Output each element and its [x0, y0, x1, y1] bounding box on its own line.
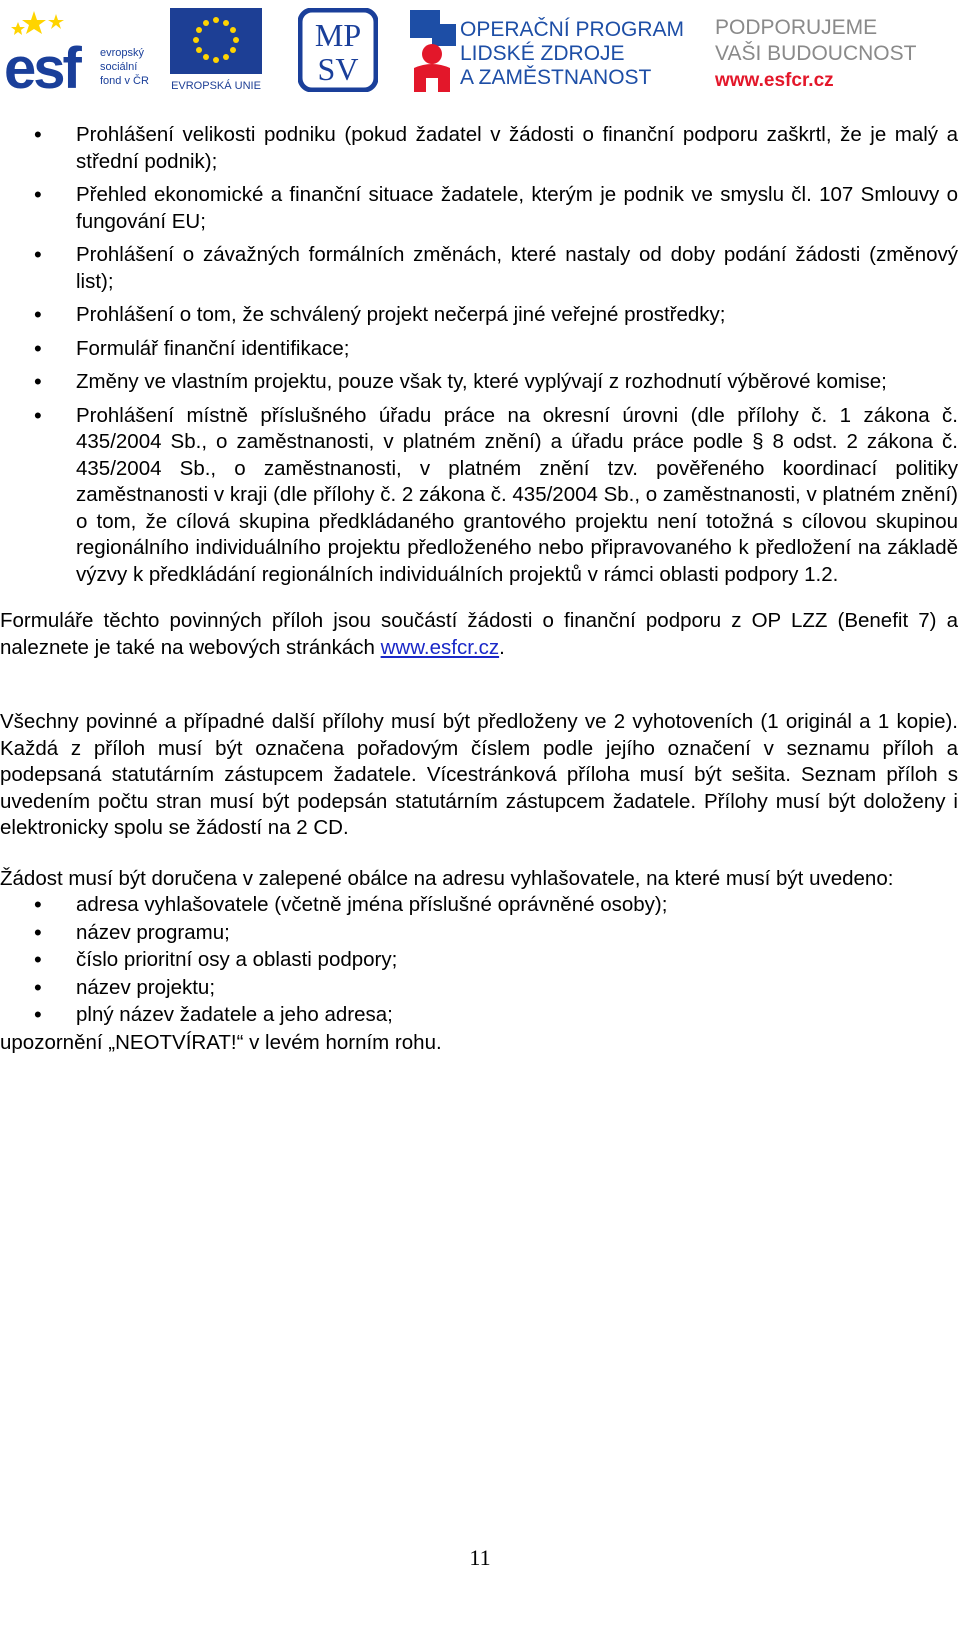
op-lzz-logo [410, 8, 690, 92]
list-item: • název projektu; [0, 975, 958, 1002]
support-line-1: PODPORUJEME [715, 16, 878, 39]
support-line-2: VAŠI BUDOUCNOST [715, 42, 917, 65]
esf-text-line-2: sociální [100, 61, 138, 73]
esfcr-link[interactable]: www.esfcr.cz [380, 635, 500, 659]
op-line-2: LIDSKÉ ZDROJE [460, 42, 625, 65]
list-item: • Prohlášení místně příslušného úřadu práce na okresní úrovni (dle přílohy č. 1 zákona č. 435/2004 Sb., o zaměstnanosti, v platném znění) a úřadu práce podle § 8 odst. 2 zákona č. 435/2004 Sb., o zaměstnanosti, v platném znění tzv. pověřeného koordinací politiky zaměstnanosti v kraji (dle přílohy č. 2 zákona č. 435/2004 Sb., o zaměstnanosti, v platném znění) o tom, že cílová skupina předkládaného grantového projektu není totožná s cílovou skupinou regionálního individuálního projektu předloženého nebo připravovaného k předložení na základě výzvy k předkládání regionálních individuálních projektů v rámci oblasti podpory 1.2. [0, 403, 958, 589]
esf-mark: esf [4, 36, 79, 92]
esf-text-line-3: fond v ČR [100, 75, 149, 87]
header-logo-strip [0, 0, 960, 100]
list-item: • Přehled ekonomické a finanční situace žadatele, kterým je podnik ve smyslu čl. 107 Smlouvy o fungování EU; [0, 182, 958, 235]
document-body [0, 122, 958, 1056]
eu-flag-logo [170, 8, 262, 92]
forms-paragraph [0, 608, 958, 661]
page-number: 11 [469, 1545, 491, 1570]
list-item: • adresa vyhlašovatele (včetně jména příslušné oprávněné osoby); [0, 892, 958, 919]
forms-paragraph-text: Formuláře těchto povinných příloh jsou součástí žádosti o finanční podporu z OP LZZ (Benefit 7) a naleznete je také na webových stránkách [0, 609, 958, 659]
warning-paragraph: upozornění „NEOTVÍRAT!“ v levém horním rohu. [0, 1030, 442, 1054]
list-item: • Změny ve vlastním projektu, pouze však ty, které vyplývají z rozhodnutí výběrové komise; [0, 369, 958, 396]
required-attachments-list [0, 122, 958, 588]
puzzle-person-icon [410, 10, 456, 92]
list-item: • číslo prioritní osy a oblasti podpory; [0, 947, 958, 974]
mpsv-line-2: SV [317, 51, 359, 87]
esf-logo [4, 8, 161, 92]
support-slogan-logo [715, 8, 925, 92]
list-item: • plný název žadatele a jeho adresa; [0, 1002, 958, 1029]
star-icon [11, 11, 64, 35]
eu-text: EVROPSKÁ UNIE [171, 80, 261, 92]
list-item: • název programu; [0, 920, 958, 947]
op-line-1: OPERAČNÍ PROGRAM [460, 18, 685, 41]
list-item: • Prohlášení velikosti podniku (pokud žadatel v žádosti o finanční podporu zaškrtl, že je malý a střední podnik); [0, 122, 958, 175]
op-line-3: A ZAMĚSTNANOST [460, 66, 652, 89]
list-item: • Prohlášení o tom, že schválený projekt nečerpá jiné veřejné prostředky; [0, 302, 958, 329]
mpsv-line-1: MP [314, 17, 362, 53]
list-item: • Formulář finanční identifikace; [0, 336, 958, 363]
attachments-paragraph: Všechny povinné a případné další přílohy musí být předloženy ve 2 vyhotoveních (1 originál a 1 kopie). Každá z příloh musí být označena pořadovým číslem podle jejího označení v seznamu příloh a podepsaná statutárním zástupcem žadatele. Vícestránková příloha musí být sešita. Seznam příloh s uvedením počtu stran musí být podepsán statutárním zástupcem žadatele. Přílohy musí být doloženy i elektronicky spolu se žádostí na 2 CD. [0, 710, 958, 839]
list-item: • Prohlášení o závažných formálních změnách, které nastaly od doby podání žádosti (změnový list); [0, 242, 958, 295]
forms-paragraph-end: . [499, 635, 505, 659]
delivery-paragraph: Žádost musí být doručena v zalepené obálce na adresu vyhlašovatele, na které musí být uvedeno: [0, 866, 894, 890]
esf-text-line-1: evropský [100, 47, 145, 59]
support-url: www.esfcr.cz [715, 70, 834, 91]
envelope-info-list [0, 892, 958, 1029]
mpsv-logo [298, 8, 378, 92]
